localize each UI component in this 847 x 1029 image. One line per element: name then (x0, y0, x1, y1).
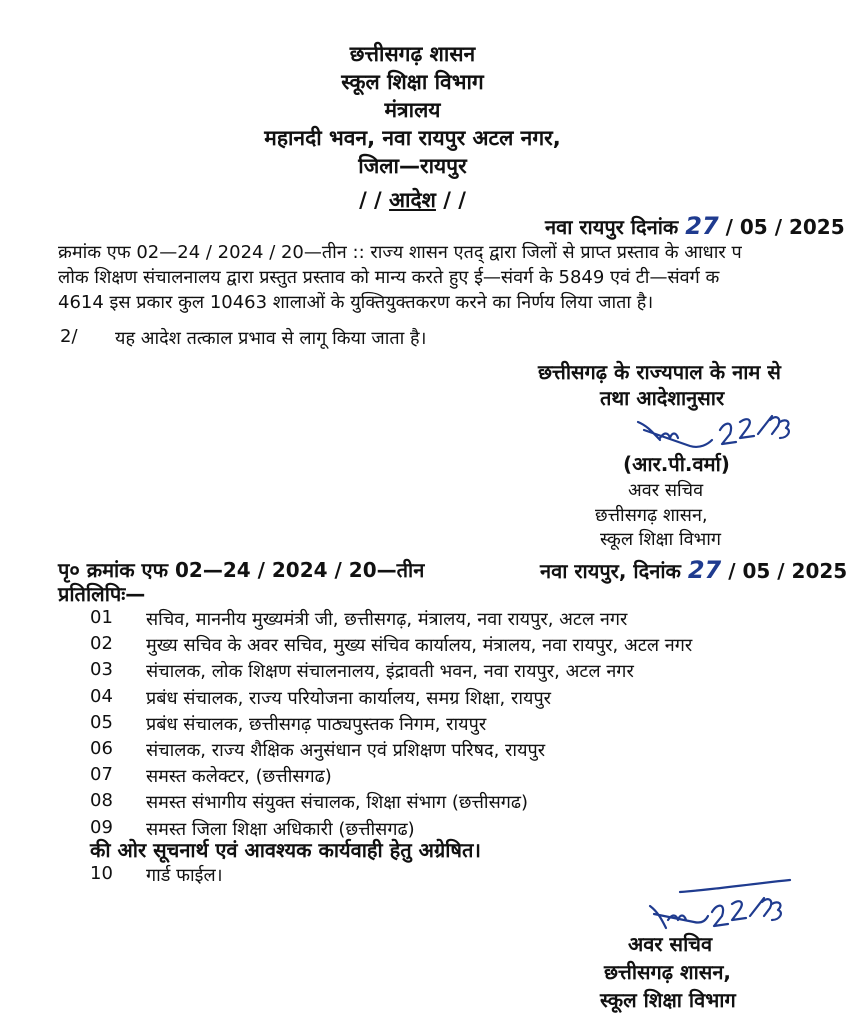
sig2-org1: छत्तीसगढ़ शासन, (604, 960, 732, 984)
copy-list-item-number: 02 (90, 633, 113, 655)
copy-list-item (90, 659, 820, 683)
endorsement-date (540, 556, 847, 584)
endorsement-date-prefix: नवा रायपुर, दिनांक (540, 559, 681, 583)
dateline-1 (545, 212, 845, 240)
para2-text: यह आदेश तत्काल प्रभाव से लागू किया जाता है। (115, 328, 427, 349)
copy-list-item-number: 05 (90, 711, 113, 733)
para2-number: 2/ (60, 326, 78, 347)
copy-list-item (90, 790, 820, 814)
copy-list-item-number: 01 (90, 607, 113, 628)
copy-list-item-number: 08 (90, 790, 113, 812)
forward-line: की ओर सूचनार्थ एवं आवश्यक कार्यवाही हेतु अग्रेषित। (90, 838, 481, 862)
copy-list-item-text: मुख्य सचिव के अवर सचिव, मुख्य संचिव कार्यालय, मंत्रालय, नवा रायपुर, अटल नगर (146, 635, 693, 657)
sig1-org2: स्कूल शिक्षा विभाग (600, 529, 722, 550)
copy-list-item-number: 09 (90, 816, 113, 838)
copy-list-item-text: सचिव, माननीय मुख्यमंत्री जी, छत्तीसगढ़, मंत्रालय, नवा रायपुर, अटल नगर (146, 609, 628, 630)
para1-line1: क्रमांक एफ 02—24 / 2024 / 20—तीन :: राज्य शासन एतद् द्वारा जिलों से प्राप्त प्रस्ताव के आधार प (58, 242, 742, 263)
dateline-1-day: 27 (685, 212, 719, 240)
copy-list-item (90, 633, 820, 657)
item10-number: 10 (90, 863, 113, 884)
copy-list-item-number: 03 (90, 659, 113, 681)
copy-list-item (90, 712, 820, 736)
copy-list-item-number: 06 (90, 738, 113, 759)
copy-list-item-text: प्रबंध संचालक, छत्तीसगढ़ पाठ्यपुस्तक निगम, रायपुर (146, 713, 487, 735)
copy-list-item (90, 764, 820, 788)
copy-label: प्रतिलिपिः— (58, 582, 146, 606)
copy-list-item (90, 686, 820, 710)
header-line-district: जिला—रायपुर (358, 154, 467, 178)
sig1-designation: अवर सचिव (628, 480, 704, 501)
copy-list-item-text: समस्त कलेक्टर, (छत्तीसगढ) (146, 766, 332, 788)
copy-list-item-text: समस्त जिला शिक्षा अधिकारी (छत्तीसगढ) (146, 818, 415, 840)
endorsement-ref: पृ० क्रमांक एफ 02—24 / 2024 / 20—तीन (58, 558, 425, 582)
sig1-org1: छत्तीसगढ़ शासन, (595, 505, 708, 526)
item10-text: गार्ड फाईल। (146, 865, 223, 886)
header-line-address: महानदी भवन, नवा रायपुर अटल नगर, (264, 126, 561, 150)
order-title-suffix: / / (443, 188, 466, 212)
copy-list-item-text: संचालक, राज्य शैक्षिक अनुसंधान एवं प्रशिक्षण परिषद, रायपुर (146, 740, 546, 761)
sig1-authority-line1: छत्तीसगढ़ के राज्यपाल के नाम से (538, 360, 781, 384)
sig2-org2: स्कूल शिक्षा विभाग (600, 988, 736, 1012)
para1-line2: लोक शिक्षण संचालनालय द्वारा प्रस्तुत प्रस्ताव को मान्य करते हुए ई—संवर्ग के 5849 एवं टी—संवर्ग क (58, 267, 720, 288)
copy-list-item-number: 04 (90, 685, 113, 707)
sig2-designation: अवर सचिव (628, 932, 713, 956)
copy-list-item-number: 07 (90, 764, 113, 786)
dateline-1-suffix: / 05 / 2025 (725, 215, 845, 239)
copy-list-item (90, 738, 820, 762)
copy-list-item-text: प्रबंध संचालक, राज्य परियोजना कार्यालय, समग्र शिक्षा, रायपुर (146, 687, 552, 709)
copy-list-item-text: संचालक, लोक शिक्षण संचालनालय, इंद्रावती भवन, नवा रायपुर, अटल नगर (146, 661, 634, 683)
header-line-department: स्कूल शिक्षा विभाग (341, 70, 484, 94)
header-line-government: छत्तीसगढ़ शासन (349, 42, 476, 66)
sig1-name: (आर.पी.वर्मा) (623, 452, 730, 476)
order-title-prefix: / / (359, 188, 382, 212)
endorsement-date-day: 27 (687, 556, 722, 584)
order-title-text: आदेश (389, 188, 436, 212)
sig1-authority-line2: तथा आदेशानुसार (600, 386, 725, 410)
endorsement-date-suffix: / 05 / 2025 (728, 559, 847, 583)
header-line-ministry: मंत्रालय (384, 98, 441, 122)
copy-list-item (90, 607, 820, 631)
copy-list-item-text: समस्त संभागीय संयुक्त संचालक, शिक्षा संभाग (छत्तीसगढ) (146, 792, 529, 814)
para1-line3: 4614 इस प्रकार कुल 10463 शालाओं के युक्तियुक्तकरण करने का निर्णय लिया जाता है। (58, 292, 654, 313)
order-title (0, 186, 825, 214)
dateline-1-prefix: नवा रायपुर दिनांक (545, 215, 679, 239)
